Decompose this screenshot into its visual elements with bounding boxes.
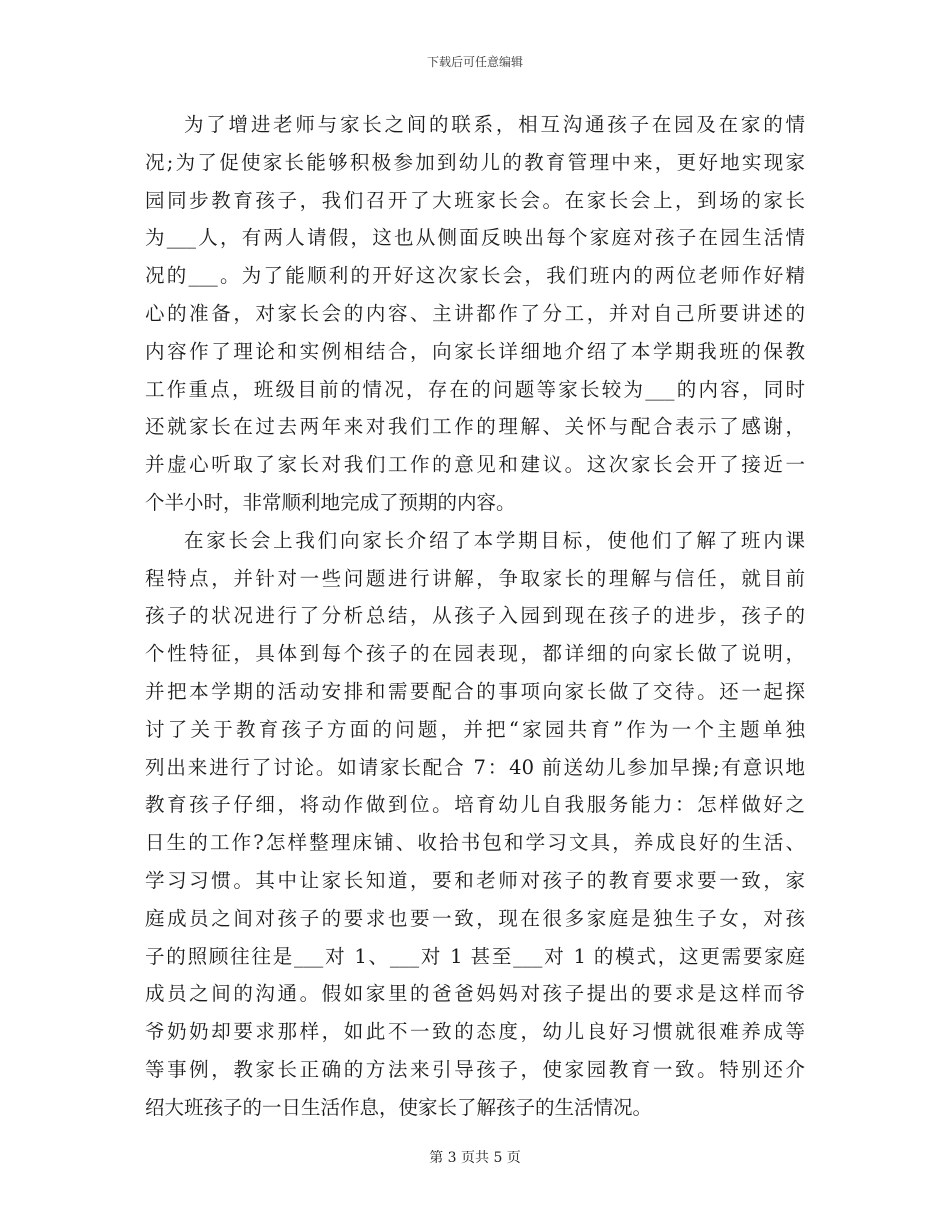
text-line: 等事例，教家长正确的方法来引导孩子，使家园教育一致。特别还介 [145, 1057, 805, 1081]
text-line: 爷奶奶却要求那样，如此不一致的态度，幼儿良好习惯就很难养成等 [145, 1020, 805, 1044]
text-line: 为了增进老师与家长之间的联系，相互沟通孩子在园及在家的情 [184, 113, 805, 136]
text-line: 况;为了促使家长能够积极参加到幼儿的教育管理中来，更好地实现家 [145, 150, 805, 174]
text-line: 程特点，并针对一些问题进行讲解，争取家长的理解与信任，就目前 [145, 566, 805, 590]
text-line: 还就家长在过去两年来对我们工作的理解、关怀与配合表示了感谢， [145, 415, 805, 439]
text-line: 在家长会上我们向家长介绍了本学期目标，使他们了解了班内课 [184, 528, 805, 552]
text-line: 为___人，有两人请假，这也从侧面反映出每个家庭对孩子在园生活情 [145, 226, 805, 250]
text-line: 孩子的状况进行了分析总结，从孩子入园到现在孩子的进步，孩子的 [145, 604, 805, 628]
text-line: 成员之间的沟通。假如家里的爸爸妈妈对孩子提出的要求是这样而爷 [145, 982, 805, 1006]
text-line: 日生的工作?怎样整理床铺、收拾书包和学习文具，养成良好的生活、 [145, 831, 805, 855]
text-line: 绍大班孩子的一日生活作息，使家长了解孩子的生活情况。 [145, 1095, 653, 1119]
text-line: 个半小时，非常顺利地完成了预期的内容。 [145, 490, 516, 514]
text-line: 教育孩子仔细，将动作做到位。培育幼儿自我服务能力：怎样做好之 [145, 793, 805, 817]
page-number: 第 3 页共 5 页 [429, 1150, 521, 1166]
text-line: 心的准备，对家长会的内容、主讲都作了分工，并对自己所要讲述的 [145, 301, 805, 325]
paragraph-1 [145, 106, 805, 522]
text-line: 况的___。为了能顺利的开好这次家长会，我们班内的两位老师作好精 [145, 264, 805, 288]
text-line: 内容作了理论和实例相结合，向家长详细地介绍了本学期我班的保教 [145, 339, 805, 363]
text-line: 并虚心听取了家长对我们工作的意见和建议。这次家长会开了接近一 [145, 453, 805, 477]
text-line: 讨了关于教育孩子方面的问题，并把“家园共育”作为一个主题单独 [145, 717, 805, 741]
text-line: 园同步教育孩子，我们召开了大班家长会。在家长会上，到场的家长 [145, 188, 805, 212]
text-line: 列出来进行了讨论。如请家长配合 7：40 前送幼儿参加早操;有意识地 [145, 755, 805, 779]
page-header: 下载后可任意编辑 [426, 55, 523, 69]
document-body [145, 106, 805, 1127]
text-line: 庭成员之间对孩子的要求也要一致，现在很多家庭是独生子女，对孩 [145, 906, 805, 930]
text-line: 学习习惯。其中让家长知道，要和老师对孩子的教育要求要一致，家 [145, 868, 805, 892]
text-line: 工作重点，班级目前的情况，存在的问题等家长较为___的内容，同时 [145, 377, 805, 401]
text-line: 并把本学期的活动安排和需要配合的事项向家长做了交待。还一起探 [145, 679, 805, 703]
text-line: 子的照顾往往是___对 1、___对 1 甚至___对 1 的模式，这更需要家庭 [145, 944, 805, 968]
paragraph-2 [145, 522, 805, 1127]
text-line: 个性特征，具体到每个孩子的在园表现，都详细的向家长做了说明， [145, 642, 805, 666]
